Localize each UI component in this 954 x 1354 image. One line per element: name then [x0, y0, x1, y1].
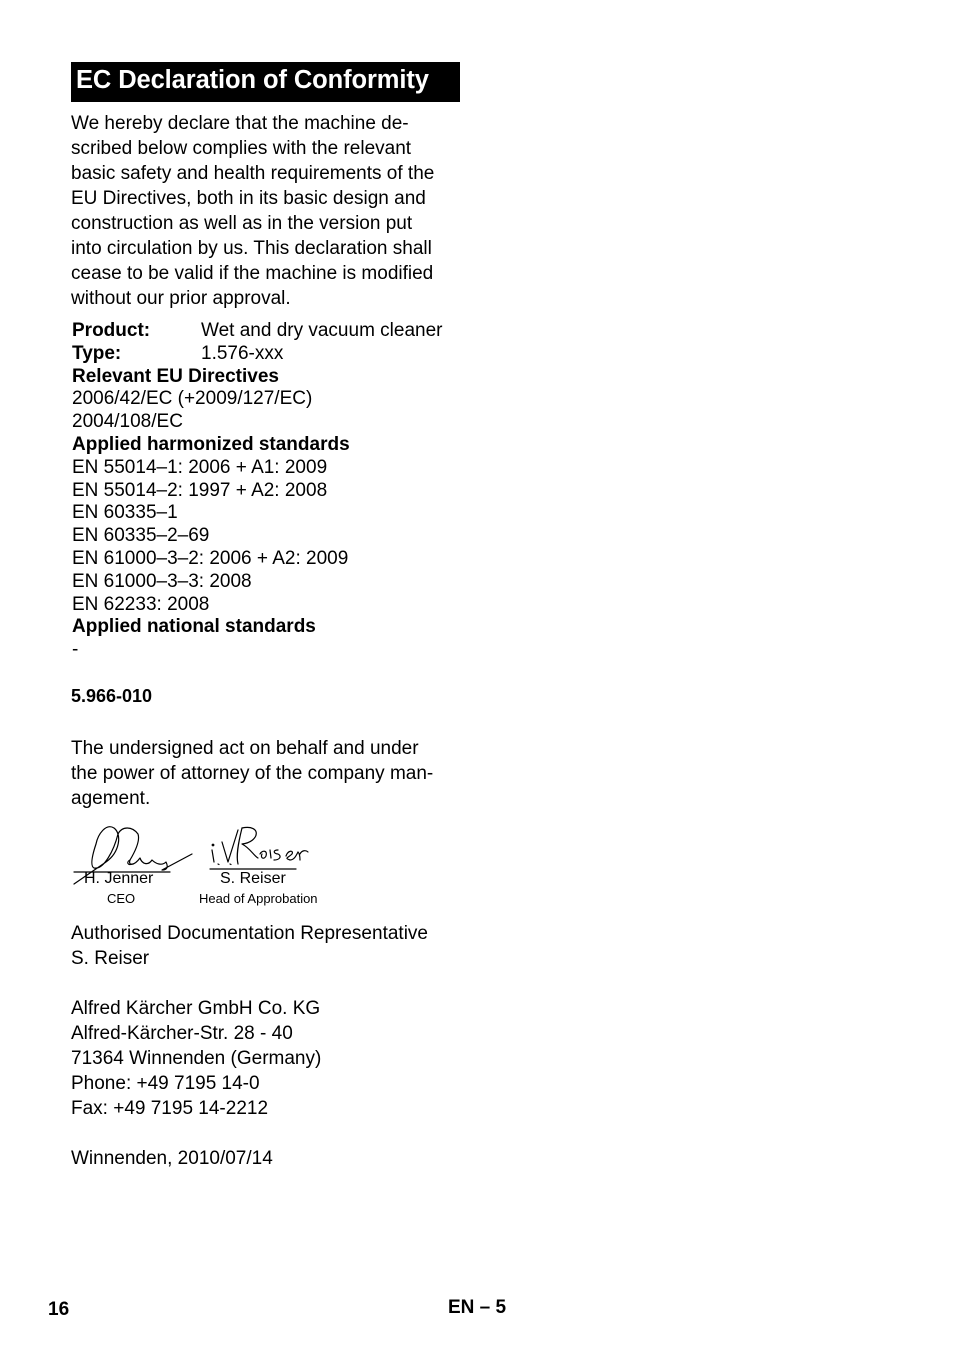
- title-bar: [71, 62, 460, 102]
- page-title: EC Declaration of Conformity: [76, 66, 429, 94]
- signatory-role: CEO: [107, 891, 136, 906]
- type-row: [72, 343, 472, 366]
- page-number: 16: [48, 1299, 70, 1320]
- address-line: Alfred-Kärcher-Str. 28 - 40: [71, 1023, 293, 1044]
- intro-line: EU Directives, both in its basic design and: [71, 188, 426, 209]
- part-number: 5.966-010: [71, 686, 153, 706]
- standard-item: EN 61000–3–3: 2008: [72, 570, 252, 592]
- signatory-role: Head of Approbation: [199, 891, 318, 906]
- standard-item: EN 55014–1: 2006 + A1: 2009: [72, 456, 328, 478]
- signatory-name: S. Reiser: [220, 870, 286, 887]
- language-page-number: EN – 5: [448, 1297, 507, 1318]
- standard-item: EN 55014–2: 1997 + A2: 2008: [72, 479, 328, 501]
- type-label: Type:: [72, 342, 122, 364]
- intro-line: without our prior approval.: [71, 288, 291, 309]
- product-label: Product:: [72, 320, 151, 341]
- representative-name: S. Reiser: [71, 948, 150, 969]
- address-line: 71364 Winnenden (Germany): [71, 1048, 322, 1069]
- signatory-name: H. Jenner: [84, 870, 154, 887]
- national-heading: Applied national standards: [72, 616, 316, 638]
- type-value: 1.576-xxx: [201, 342, 284, 364]
- place-date: Winnenden, 2010/07/14: [71, 1148, 273, 1169]
- standard-item: EN 60335–2–69: [72, 525, 210, 547]
- intro-line: cease to be valid if the machine is modified: [71, 263, 434, 284]
- national-value: -: [72, 639, 79, 661]
- address-line: Phone: +49 7195 14-0: [71, 1073, 260, 1094]
- undersigned-line: The undersigned act on behalf and under: [71, 738, 419, 759]
- address-line: Alfred Kärcher GmbH Co. KG: [71, 998, 321, 1019]
- undersigned-line: the power of attorney of the company man-: [71, 763, 434, 784]
- address-line: Fax: +49 7195 14-2212: [71, 1098, 269, 1119]
- standard-item: EN 62233: 2008: [72, 593, 210, 615]
- undersigned-paragraph: [71, 736, 471, 811]
- intro-line: scribed below complies with the relevant: [71, 138, 412, 159]
- representative-title: Authorised Documentation Representative: [71, 923, 428, 944]
- directive-item: 2006/42/EC (+2009/127/EC): [72, 388, 313, 410]
- intro-line: basic safety and health requirements of the: [71, 163, 435, 184]
- company-address: [71, 996, 491, 1121]
- undersigned-line: agement.: [71, 788, 151, 809]
- signature-block: [70, 820, 330, 910]
- harmonized-heading: Applied harmonized standards: [72, 433, 350, 455]
- product-row: [72, 320, 472, 343]
- standard-item: EN 60335–1: [72, 502, 178, 524]
- specifications: [72, 320, 472, 662]
- representative: [71, 921, 491, 971]
- intro-line: We hereby declare that the machine de-: [71, 113, 409, 134]
- intro-line: construction as well as in the version put: [71, 213, 413, 234]
- product-value: Wet and dry vacuum cleaner: [201, 320, 443, 341]
- intro-paragraph: [71, 111, 466, 311]
- intro-line: into circulation by us. This declaration shall: [71, 238, 432, 259]
- directives-heading: Relevant EU Directives: [72, 365, 279, 387]
- directive-item: 2004/108/EC: [72, 411, 183, 433]
- standard-item: EN 61000–3–2: 2006 + A2: 2009: [72, 547, 349, 569]
